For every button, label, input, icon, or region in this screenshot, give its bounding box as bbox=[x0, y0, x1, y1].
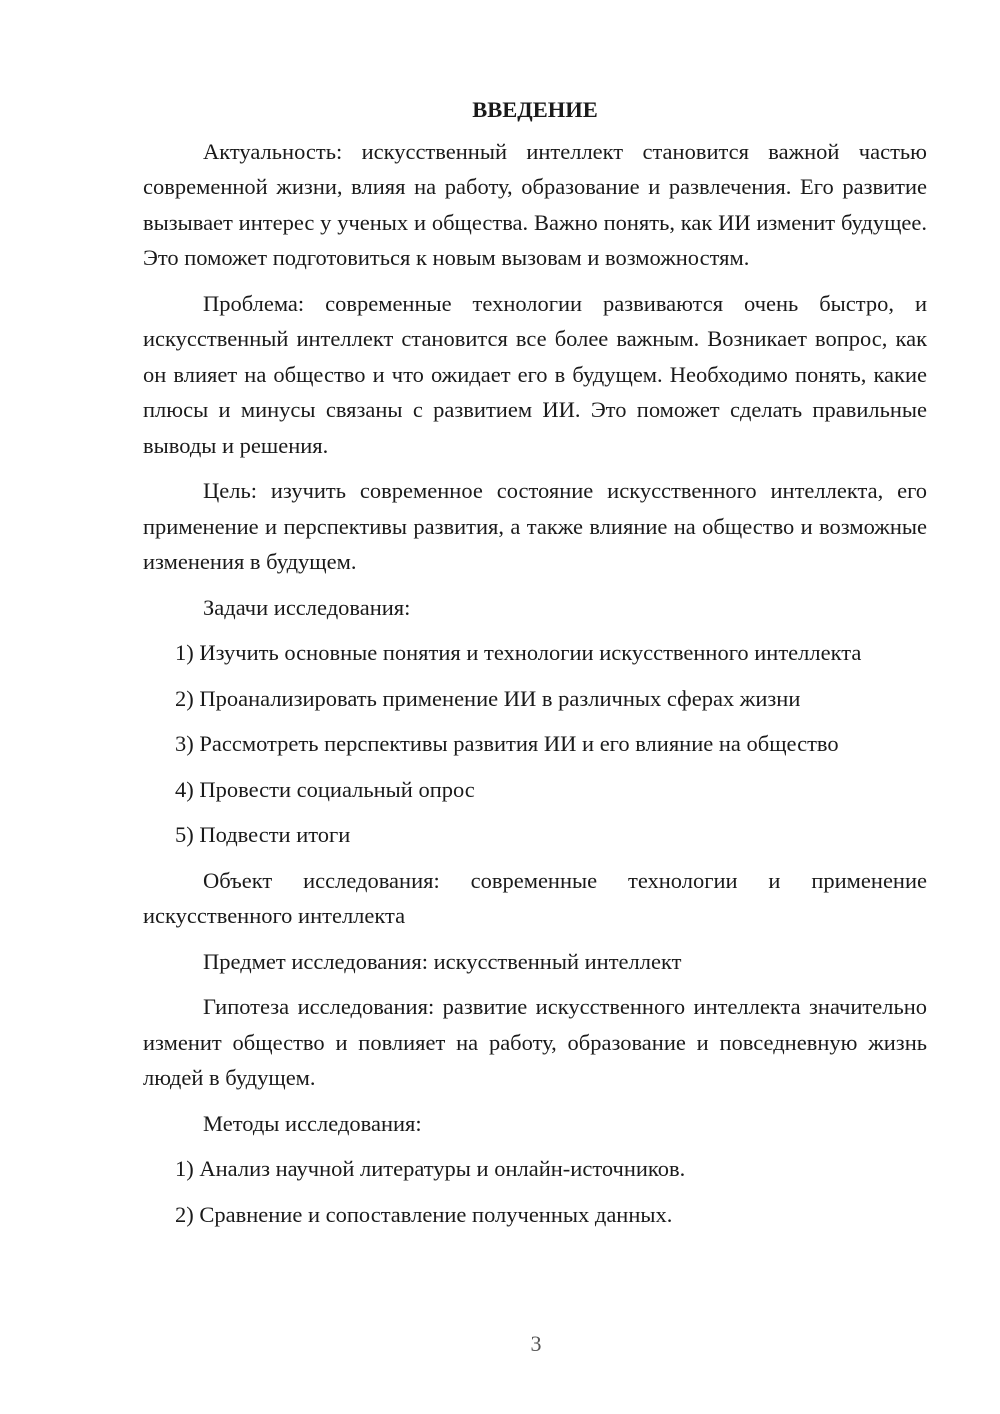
task-item-4: 4) Провести социальный опрос bbox=[175, 776, 475, 802]
section-title: ВВЕДЕНИЕ bbox=[472, 97, 598, 122]
hypothesis-paragraph: Гипотеза исследования: развитие искусственного интеллекта значительно изменит общество и повлияет на работу, образование и повседневную жизнь людей в будущем. bbox=[143, 994, 927, 1090]
page-number: 3 bbox=[530, 1331, 542, 1356]
task-item-2: 2) Проанализировать применение ИИ в различных сферах жизни bbox=[175, 685, 801, 711]
method-item-2: 2) Сравнение и сопоставление полученных данных. bbox=[175, 1201, 673, 1227]
method-item-1: 1) Анализ научной литературы и онлайн-источников. bbox=[175, 1156, 686, 1181]
task-item-5: 5) Подвести итоги bbox=[175, 822, 351, 847]
object-paragraph: Объект исследования: современные технологии и применение искусственного интеллекта bbox=[143, 867, 927, 928]
goal-paragraph: Цель: изучить современное состояние искусственного интеллекта, его применение и перспективы развития, а также влияние на общество и возможные изменения в будущем. bbox=[143, 478, 927, 574]
tasks-heading: Задачи исследования: bbox=[203, 594, 411, 620]
task-item-1: 1) Изучить основные понятия и технологии искусственного интеллекта bbox=[175, 640, 862, 665]
document-page bbox=[143, 92, 927, 1242]
problem-paragraph: Проблема: современные технологии развиваются очень быстро, и искусственный интеллект становится все более важным. Возникает вопрос, как он влияет на общество и что ожидает его в будущем. Необходимо понять, какие плюсы и минусы связаны с развитием ИИ. Это поможет сделать правильные выводы и решения. bbox=[143, 290, 927, 458]
task-item-3: 3) Рассмотреть перспективы развития ИИ и его влияние на общество bbox=[175, 731, 839, 756]
subject-paragraph: Предмет исследования: искусственный интеллект bbox=[203, 948, 682, 974]
methods-heading: Методы исследования: bbox=[203, 1110, 422, 1136]
relevance-paragraph: Актуальность: искусственный интеллект становится важной частью современной жизни, влияя на работу, образование и развлечения. Его развитие вызывает интерес у ученых и общества. Важно понять, как ИИ изменит будущее. Это поможет подготовиться к новым вызовам и возможностям. bbox=[143, 138, 927, 270]
